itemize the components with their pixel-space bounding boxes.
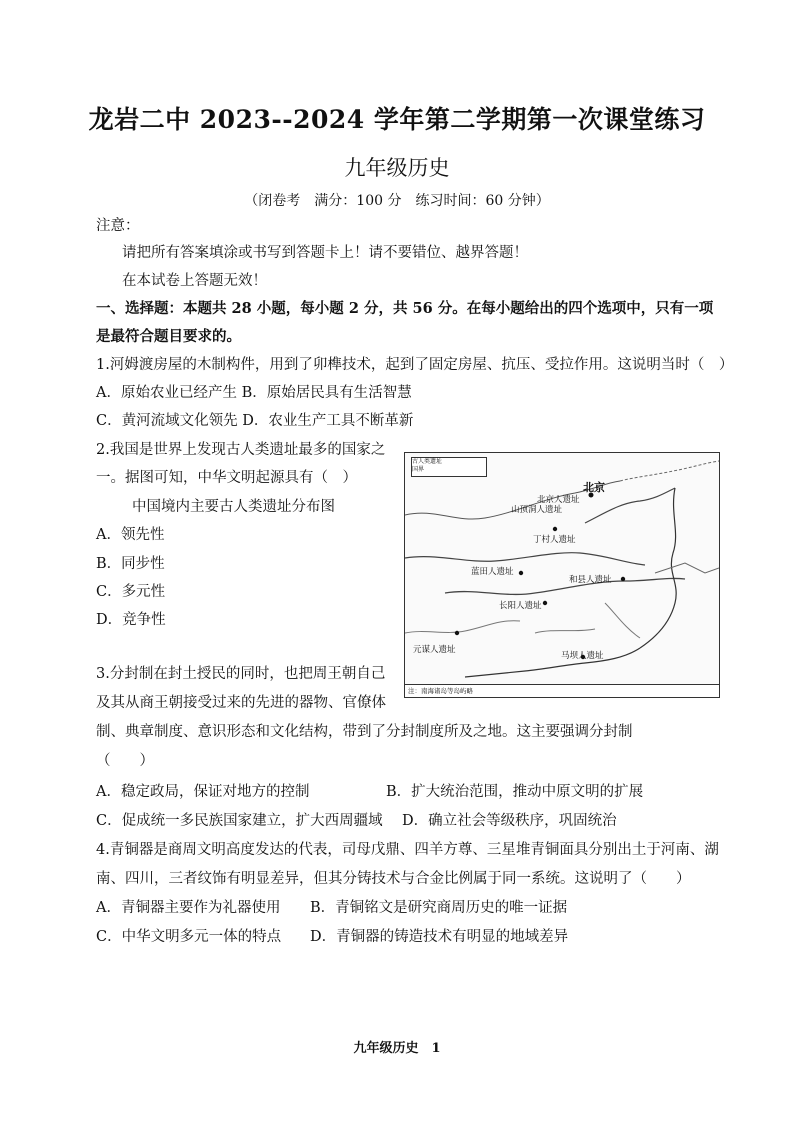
q1-options-ab: A．原始农业已经产生 B．原始居民具有生活智慧 (96, 385, 412, 401)
q2-option-c: C．多元性 (96, 584, 166, 600)
q3-option-a: A．稳定政局，保证对地方的控制 (96, 784, 310, 800)
exam-subtitle: 九年级历史 (344, 156, 450, 180)
map-label-dingcun: 丁村人遗址 (533, 535, 576, 545)
section-1-heading: 一、选择题：本题共 28 小题，每小题 2 分，共 56 分。在每小题给出的四个选项中，只有一项 (96, 300, 714, 317)
notice-line-2: 在本试卷上答题无效！ (122, 273, 267, 289)
q3-stem-4: （ ） (96, 753, 154, 769)
map-legend (411, 457, 487, 477)
q4-option-c: C．中华文明多元一体的特点 (96, 929, 282, 945)
exam-title: 龙岩二中 2023--2024 学年第二学期第一次课堂练习 (88, 105, 706, 134)
map-label-beijing-man: 北京人遗址 (537, 495, 580, 505)
q4-option-d: D．青铜器的铸造技术有明显的地域差异 (310, 929, 569, 945)
ancient-human-sites-map (404, 452, 720, 698)
q2-option-b: B．同步性 (96, 556, 165, 572)
q2-map-caption: 中国境内主要古人类遗址分布图 (132, 499, 335, 515)
q2-stem-2: 一。据图可知，中华文明起源具有（ ） (96, 470, 357, 486)
page-footer: 九年级历史 1 (353, 1041, 441, 1056)
notice-label: 注意： (96, 218, 140, 234)
exam-info: （闭卷考 满分：100 分 练习时间：60 分钟） (244, 193, 550, 209)
q3-option-c: C．促成统一多民族国家建立，扩大西周疆域 (96, 813, 383, 829)
q1-stem: 1.河姆渡房屋的木制构件，用到了卯榫技术，起到了固定房屋、抗压、受拉作用。这说明当时（ ） (96, 357, 734, 373)
q1-options-cd: C．黄河流域文化领先 D．农业生产工具不断革新 (96, 413, 414, 429)
q3-stem-1: 3.分封制在封土授民的同时，也把周王朝自己 (96, 666, 386, 682)
q2-stem-1: 2.我国是世界上发现古人类遗址最多的国家之 (96, 442, 386, 458)
q3-option-d: D．确立社会等级秩序，巩固统治 (402, 813, 617, 829)
map-legend-item: 国界 (412, 466, 425, 473)
q4-option-a: A．青铜器主要作为礼器使用 (96, 900, 281, 916)
q3-option-b: B．扩大统治范围，推动中原文明的扩展 (386, 784, 644, 800)
q4-option-b: B．青铜铭文是研究商周历史的唯一证据 (310, 900, 568, 916)
q3-stem-3: 制、典章制度、意识形态和文化结构，带到了分封制度所及之地。这主要强调分封制 (96, 724, 633, 740)
q3-stem-2: 及其从商王朝接受过来的先进的器物、官僚体 (96, 695, 386, 711)
map-label-yuanmou: 元谋人遗址 (413, 645, 456, 655)
map-label-hexian: 和县人遗址 (569, 575, 612, 585)
map-label-maba: 马坝人遗址 (561, 651, 604, 661)
map-label-beijing: 北京 (583, 481, 605, 494)
q4-stem-1: 4.青铜器是商周文明高度发达的代表，司母戊鼎、四羊方尊、三星堆青铜面具分别出土于河南、湖 (96, 842, 719, 858)
section-1-heading-cont: 是最符合题目要求的。 (96, 328, 241, 345)
notice-line-1: 请把所有答案填涂或书写到答题卡上！请不要错位、越界答题！ (122, 245, 528, 261)
map-label-lantian: 蓝田人遗址 (471, 567, 514, 577)
map-label-shandingdong: 山顶洞人遗址 (511, 505, 563, 515)
q2-option-d: D．竞争性 (96, 612, 166, 628)
q2-option-a: A．领先性 (96, 527, 165, 543)
q4-stem-2: 南、四川，三者纹饰有明显差异，但其分铸技术与合金比例属于同一系统。这说明了（ ） (96, 871, 691, 887)
map-legend-title: 古人类遗址 (412, 458, 443, 465)
map-label-changyang: 长阳人遗址 (499, 601, 542, 611)
map-note: 注：南海诸岛等岛屿略 (405, 684, 720, 697)
